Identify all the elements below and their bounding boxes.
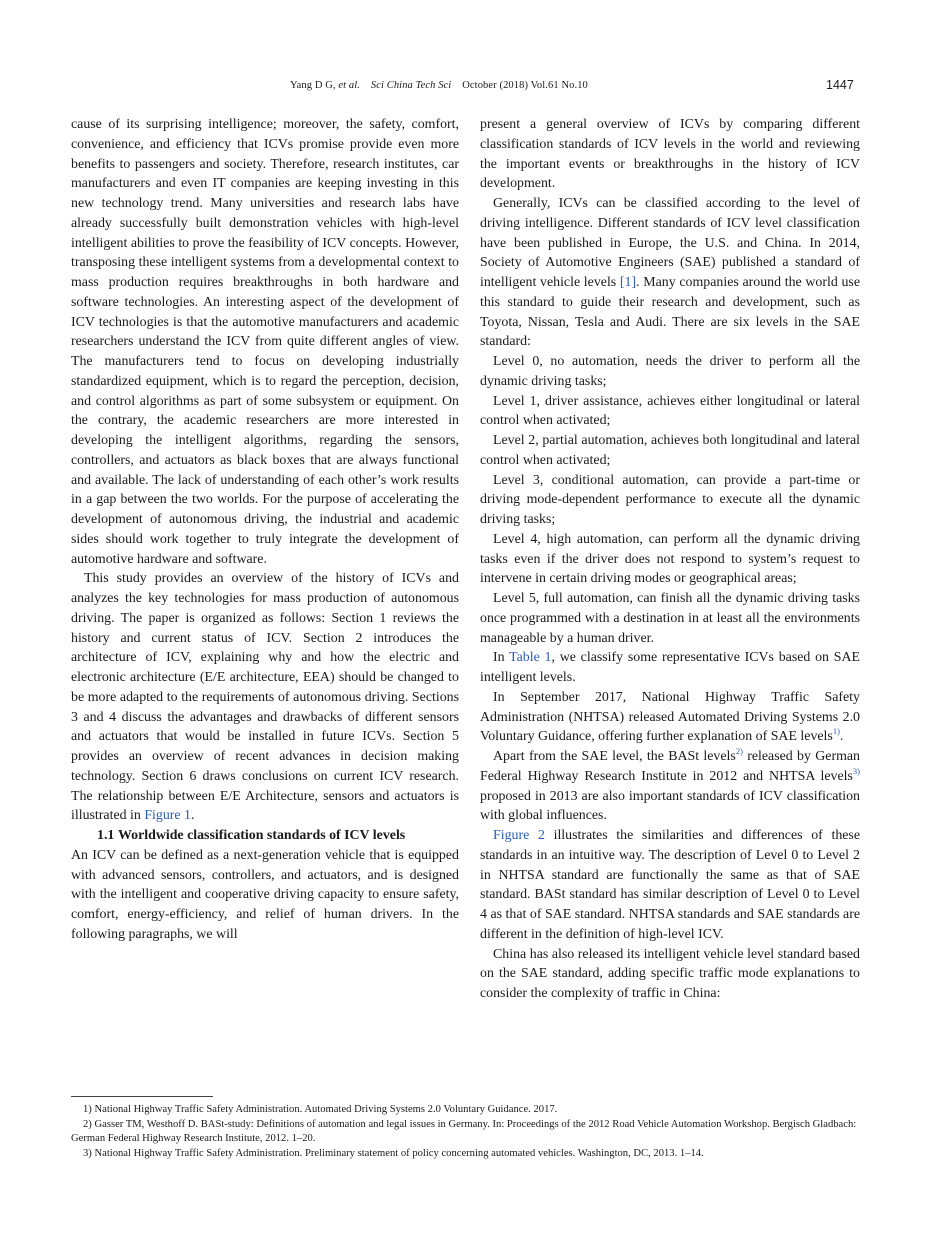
section-title: Worldwide classification standards of ICV levels [118, 828, 406, 843]
footnote: 2) Gasser TM, Westhoff D. BASt-study: Definitions of automation and legal issues in Germany. In: Proceedings of the 2012 Road Vehicle Automation Workshop. Bergisch Gladbach: German Federal Highway Research Institute, 2012. 1–20. [71, 1118, 857, 1145]
paragraph: An ICV can be defined as a next-generation vehicle that is equipped with advanced sensors, controllers, and actuators, and is designed with the intelligent and cooperative driving capacity to ensure safety, comfort, energy-efficiency, and relief of human drivers. In the following paragraphs, we will [71, 847, 459, 942]
paragraph: This study provides an overview of the history of ICVs and analyzes the key technologies for mass production of autonomous driving. The paper is organized as follows: Section 1 reviews the history and current status of ICV. Section 2 introduces the architecture of ICV, explaining why and how the electric and electronic architecture (E/E architecture, EEA) should be changed to be more adapted to the requirements of autonomous driving. Sections 3 and 4 discuss the advantages and drawbacks of different sensors and actuators that would be installed in future ICVs. Section 5 provides an overview of recent advances in decision making technology. Section 6 draws conclusions on current ICV research. The relationship between E/E Architecture, sensors and actuators is illustrated in Figure 1. [71, 571, 459, 824]
paragraph: China has also released its intelligent vehicle level standard based on the SAE standard, adding specific traffic mode explanations to consider the complexity of traffic in China: [480, 946, 860, 1001]
section-heading [71, 826, 459, 846]
paragraph: cause of its surprising intelligence; moreover, the safety, comfort, convenience, and efficiency that ICVs promise provide even more benefits to passengers and society. Therefore, research institutes, car manufacturers and even IT companies are keeping investing in this new technology trend. Many universities and research labs have already successfully built demonstration vehicles with high-level intelligent abilities to prove the feasibility of ICV concepts. However, transposing these intelligent systems from a developmental context to mass production requires breakthroughs in both hardware and software technologies. An interesting aspect of the development of ICV technologies is that the automotive manufacturers and academic researchers understand the ICV from quite different angles of view. The manufacturers tend to focus on developing industrially standardized equipment, which is to regard the perception, decision, and control algorithms as part of some subsystem or equipment. On the contrary, the academic researchers are more interested in developing the intelligent algorithms, regarding the sensors, controllers, and actuators as black boxes that are always functional and available. The lack of understanding of each other’s work results in a gap between the two worlds. For the purpose of accelerating the development of autonomous driving, the industrial and academic sides should work together to truly integrate the development of automotive hardware and software. [71, 117, 459, 567]
section-number: 1.1 [97, 828, 115, 843]
paragraph: Apart from the SAE level, the BASt levels$^{2)}$ released by German Federal Highway Research Institute in 2012 and NHTSA levels$^{3)}$ proposed in 2013 are also important standards of ICV classification with global influences. [480, 746, 860, 824]
right-column [480, 115, 860, 1004]
footnote: 1) National Highway Traffic Safety Administration. Automated Driving Systems 2.0 Voluntary Guidance. 2017. [83, 1104, 558, 1115]
page-number: 1447 [826, 78, 854, 92]
level-item: Level 3, conditional automation, can provide a part-time or driving mode-dependent performance to execute all the dynamic driving tasks; [480, 472, 860, 527]
level-item: Level 2, partial automation, achieves both longitudinal and lateral control when activated; [480, 433, 860, 468]
level-item: Level 0, no automation, needs the driver to perform all the dynamic driving tasks; [480, 354, 860, 389]
footnote-ref[interactable]: 2) [735, 746, 743, 756]
footnotes [71, 1103, 861, 1161]
paragraph: present a general overview of ICVs by comparing different classification standards of ICV levels in the world and reviewing the important events or breakthroughs in the history of ICV development. [480, 117, 860, 192]
figure-2-link[interactable]: Figure 2 [493, 828, 545, 843]
reference-link[interactable]: [1] [619, 275, 637, 290]
footnote-ref[interactable]: 1) [832, 726, 840, 737]
paragraph: In September 2017, National Highway Traffic Safety Administration (NHTSA) released Automated Driving Systems 2.0 Voluntary Guidance, offering further explanation of SAE levels$^{1)}$. [480, 689, 860, 745]
footnote: 3) National Highway Traffic Safety Administration. Preliminary statement of policy concerning automated vehicles. Washington, DC, 2013. 1–14. [83, 1147, 704, 1159]
figure-1-link[interactable]: Figure 1 [144, 808, 191, 824]
issue-info: October (2018) Vol.61 No.10 [462, 80, 588, 91]
footnote-ref[interactable]: 3) [852, 765, 860, 776]
level-item: Level 5, full automation, can finish all the dynamic driving tasks once programmed with a destination in at least all the environments manageable by a human driver. [480, 591, 860, 646]
paragraph: Figure 2 illustrates the similarities and differences of these standards in an intuitive way. The description of Level 0 to Level 2 in NHTSA standard are functionally the same as that of SAE standard. BASt standard has similar description of Level 0 to Level 4 as that of SAE standard. NHTSA standards and SAE standards are different in the definition of high-level ICV. [480, 828, 860, 942]
table-1-link[interactable]: Table 1 [509, 650, 552, 666]
header-citation: Yang D G, et al. Sci China Tech Sci October (2018) Vol.61 No.10 [290, 80, 588, 91]
journal-name: Sci China Tech Sci [370, 80, 452, 91]
running-header [0, 78, 925, 98]
paragraph: In Table 1, we classify some representative ICVs based on SAE intelligent levels. [480, 650, 861, 685]
level-item: Level 1, driver assistance, achieves either longitudinal or lateral control when activated; [480, 393, 860, 429]
footnote-divider [71, 1096, 213, 1097]
left-column [71, 115, 459, 945]
level-item: Level 4, high automation, can perform all the dynamic driving tasks even if the driver does not respond to system’s request to intervene in certain driving modes or geographical areas; [480, 531, 860, 587]
paragraph: Generally, ICVs can be classified according to the level of driving intelligence. Different standards of ICV level classification have been published in Europe, the U.S. and China. In 2014, Society of Automotive Engineers (SAE) published a standard of intelligent vehicle levels [1]. Many companies around the world use this standard to guide their research and development, such as Toyota, Nissan, Tesla and Audi. There are six levels in the SAE standard: [480, 196, 860, 350]
